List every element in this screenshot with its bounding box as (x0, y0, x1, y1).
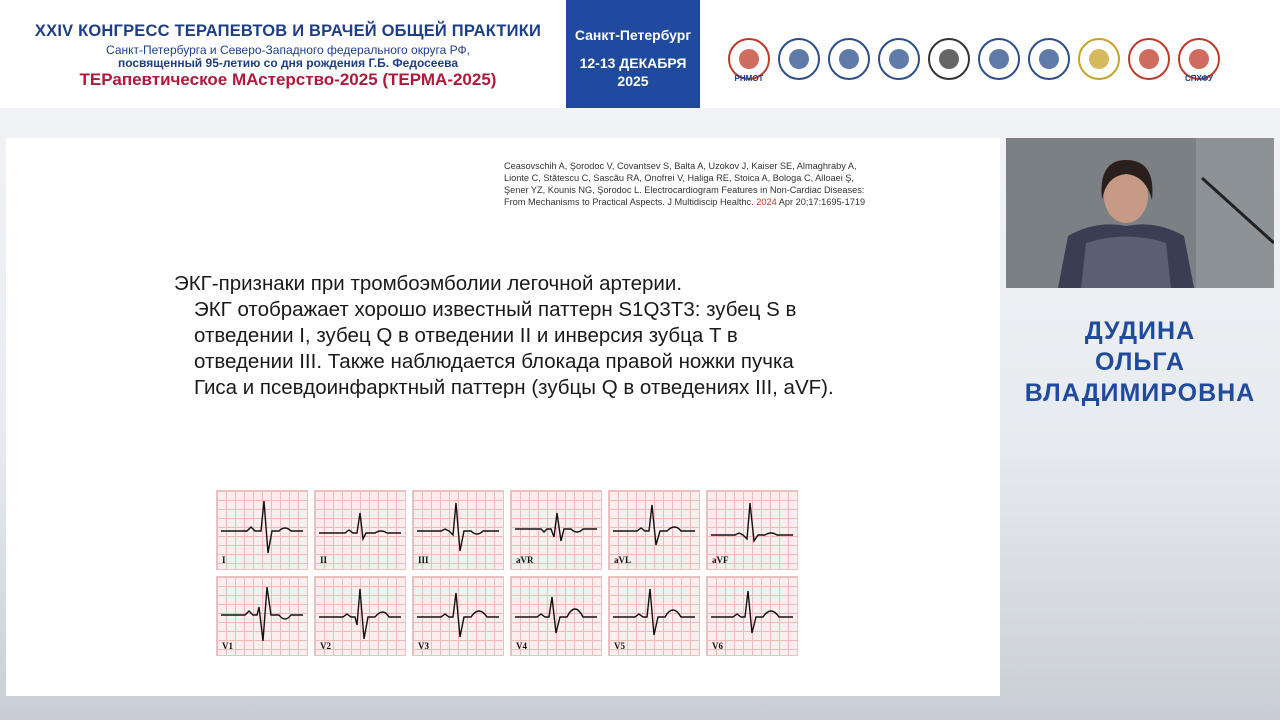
ecg-lead-label: aVR (516, 555, 534, 565)
ecg-lead-label: V6 (712, 641, 723, 651)
speaker-firstname: ОЛЬГА (1095, 348, 1185, 376)
ecg-waveform (417, 503, 499, 551)
congress-title: XXIV КОНГРЕСС ТЕРАПЕВТОВ И ВРАЧЕЙ ОБЩЕЙ ПРАКТИКИ (34, 22, 542, 40)
slide-heading-text: ЭКГ-признаки при тромбоэмболии легочной артерии. (174, 272, 683, 295)
seal-logo (978, 38, 1020, 80)
citation-text: Ceasovschih A, Şorodoc V, Covantsev S, Balta A, Uzokov J, Kaiser SE, Almaghraby A, Lionte C, Stătescu C, Sascău RA, Onofrei V, Haliga RE, Stoica A, Bologa C, Alloaei Ş, Şener YZ, Kounis NG, Şorodoc L. Electrocardiogram Features in Non-Cardiac Diseases: From Mechanisms to Practical Aspects. J Multidiscip Healthc. (504, 161, 865, 207)
ecg-waveform (221, 587, 303, 641)
emblem-logo-mark (889, 49, 909, 69)
mm-logo (828, 38, 870, 80)
rnmot-logo-caption: РНМОТ (734, 74, 764, 83)
ecg-lead-label: V2 (320, 641, 331, 651)
ecg-waveform (711, 591, 793, 633)
spkhfu-logo-caption: СПХФУ (1184, 74, 1214, 83)
ecg-waveform (319, 513, 401, 539)
ecg-lead-panel (314, 576, 406, 656)
ecg-lead-panel (216, 490, 308, 570)
speaker-figure (1006, 138, 1274, 288)
event-dates: 12-13 ДЕКАБРЯ (579, 55, 687, 71)
ecg-lead-panel (510, 490, 602, 570)
ecg-lead-panel (216, 576, 308, 656)
terma-title: ТЕРапевтическое МАстерство-2025 (ТЕРМА-2025) (79, 70, 497, 89)
speaker-patronymic: ВЛАДИМИРОВНА (1024, 379, 1256, 407)
ecg-image (216, 490, 776, 656)
academy-logo-mark (939, 49, 959, 69)
city-date-box (566, 0, 700, 108)
ecg-lead-label: aVF (712, 555, 729, 565)
university-logo (778, 38, 820, 80)
seal-logo-mark (989, 49, 1009, 69)
spkhfu-logo-mark (1189, 49, 1209, 69)
ecg-waveform (515, 513, 597, 541)
rnmot-logo-mark (739, 49, 759, 69)
shield-logo (1028, 38, 1070, 80)
congress-header (0, 0, 1280, 108)
ecg-lead-panel (510, 576, 602, 656)
university-logo-mark (789, 49, 809, 69)
congress-subtitle: Санкт-Петербурга и Северо-Западного федерального округа РФ, (106, 43, 470, 57)
mm-logo-mark (839, 49, 859, 69)
citation (504, 160, 874, 208)
speaker-video (1006, 138, 1274, 288)
ecg-lead-panel (706, 576, 798, 656)
academy-logo (928, 38, 970, 80)
slide-body-text (174, 271, 834, 401)
slide-description-text: ЭКГ отображает хорошо известный паттерн S1Q3T3: зубец S в отведении I, зубец Q в отведении II и инверсия зубца T в отведении III. Также наблюдается блокада правой ножки пучка Гиса и псевдоинфарктный паттерн (зубцы Q в отведениях III, aVF). (194, 298, 834, 399)
ecg-lead-label: I (222, 555, 226, 565)
ecg-lead-panel (314, 490, 406, 570)
ecg-waveform (515, 597, 597, 633)
ecg-lead-panel (608, 576, 700, 656)
ecg-lead-label: V1 (222, 641, 233, 651)
ecg-lead-label: V4 (516, 641, 527, 651)
ecg-trace (315, 491, 405, 569)
ecg-waveform (613, 505, 695, 545)
ecg-lead-label: V3 (418, 641, 429, 651)
shield-logo-mark (1039, 49, 1059, 69)
ecg-lead-label: V5 (614, 641, 625, 651)
ecg-lead-label: aVL (614, 555, 632, 565)
ecg-lead-label: III (418, 555, 429, 565)
citation-year: 2024 (756, 197, 777, 207)
ecg-lead-panel (608, 490, 700, 570)
city-name: Санкт-Петербург (574, 27, 692, 43)
heart-logo (1078, 38, 1120, 80)
speaker-surname: ДУДИНА (1084, 317, 1196, 345)
ecg-lead-panel (412, 490, 504, 570)
congress-dedication: посвященный 95-летию со дня рождения Г.Б. Федосеева (117, 56, 459, 70)
crest-logo (1128, 38, 1170, 80)
ecg-trace (217, 491, 307, 569)
ecg-waveform (319, 589, 401, 639)
ecg-lead-panel (706, 490, 798, 570)
speaker-name (1010, 316, 1270, 409)
citation-tail: Apr 20;17:1695-1719 (778, 197, 866, 207)
ecg-waveform (711, 503, 793, 541)
ecg-waveform (221, 501, 303, 553)
ecg-waveform (613, 589, 695, 635)
event-year: 2025 (617, 73, 649, 89)
ecg-lead-panel (412, 576, 504, 656)
emblem-logo (878, 38, 920, 80)
ecg-lead-label: II (320, 555, 328, 565)
ecg-waveform (417, 593, 499, 637)
heart-logo-mark (1089, 49, 1109, 69)
crest-logo-mark (1139, 49, 1159, 69)
